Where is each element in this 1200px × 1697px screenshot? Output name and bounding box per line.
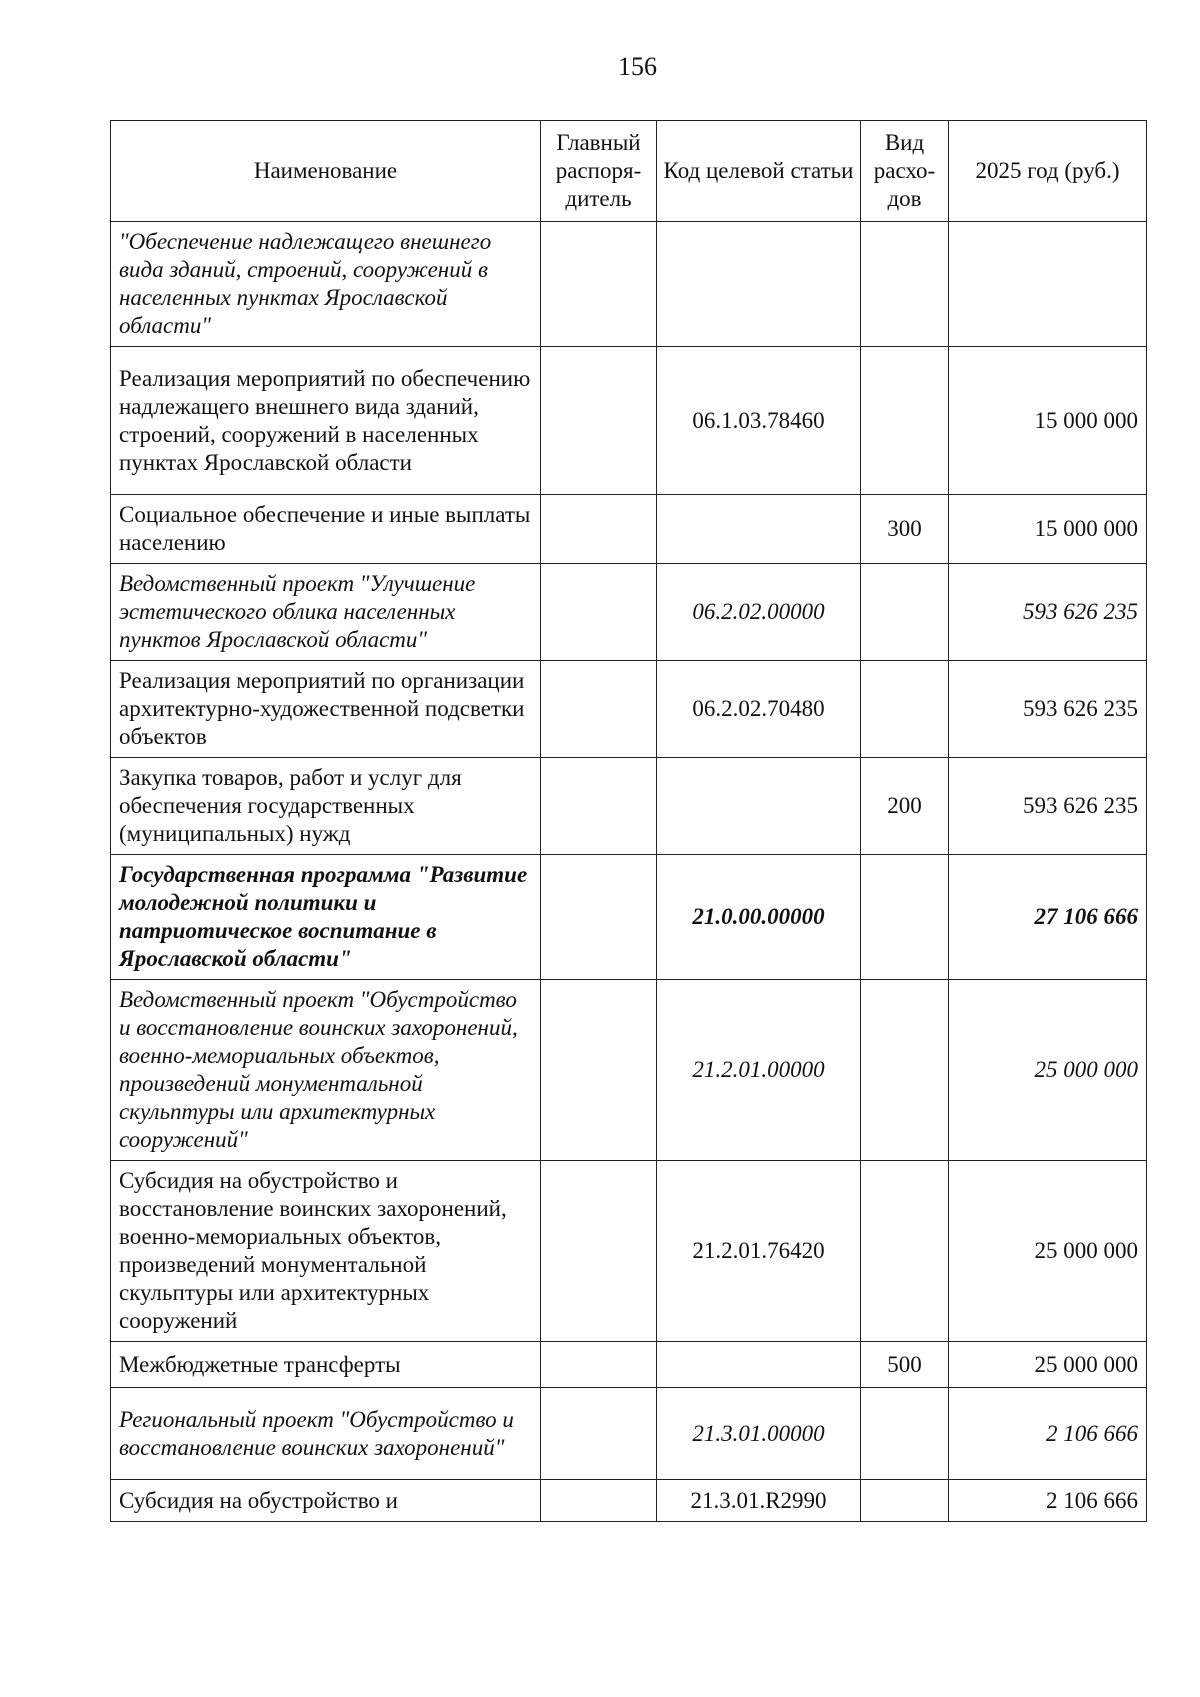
table-row [111, 347, 1147, 495]
manager-cell [541, 347, 657, 495]
expense-type-cell [861, 855, 949, 980]
manager-cell [541, 495, 657, 564]
name-cell: Реализация мероприятий по обеспечению надлежащего внешнего вида зданий, строений, сооружений в населенных пунктах Ярославской области [111, 347, 541, 495]
header-manager: Главный распоря-дитель [541, 121, 657, 222]
amount-cell: 25 000 000 [949, 1161, 1147, 1342]
name-cell: Социальное обеспечение и иные выплаты населению [111, 495, 541, 564]
amount-cell: 25 000 000 [949, 1342, 1147, 1388]
manager-cell [541, 1161, 657, 1342]
expense-type-cell [861, 1480, 949, 1522]
table-row [111, 1480, 1147, 1522]
table-row [111, 980, 1147, 1161]
code-cell: 21.3.01.R2990 [657, 1480, 861, 1522]
name-cell: Государственная программа "Развитие молодежной политики и патриотическое воспитание в Ярославской области" [111, 855, 541, 980]
amount-cell: 593 626 235 [949, 661, 1147, 758]
code-cell [657, 222, 861, 347]
amount-cell [949, 222, 1147, 347]
expense-type-cell: 500 [861, 1342, 949, 1388]
expense-type-cell [861, 1388, 949, 1480]
manager-cell [541, 222, 657, 347]
name-cell: Региональный проект "Обустройство и восстановление воинских захоронений" [111, 1388, 541, 1480]
budget-table [110, 120, 1147, 1522]
manager-cell [541, 758, 657, 855]
code-cell: 21.2.01.00000 [657, 980, 861, 1161]
table-row [111, 855, 1147, 980]
header-name: Наименование [111, 121, 541, 222]
table-row [111, 564, 1147, 661]
amount-cell: 27 106 666 [949, 855, 1147, 980]
header-expense-type: Вид расхо-дов [861, 121, 949, 222]
amount-cell: 15 000 000 [949, 495, 1147, 564]
code-cell: 21.2.01.76420 [657, 1161, 861, 1342]
name-cell: Субсидия на обустройство и [111, 1480, 541, 1522]
table-row [111, 495, 1147, 564]
expense-type-cell [861, 661, 949, 758]
table-row [111, 758, 1147, 855]
code-cell: 21.3.01.00000 [657, 1388, 861, 1480]
expense-type-cell [861, 980, 949, 1161]
expense-type-cell [861, 347, 949, 495]
name-cell: Реализация мероприятий по организации архитектурно-художественной подсветки объектов [111, 661, 541, 758]
header-amount: 2025 год (руб.) [949, 121, 1147, 222]
expense-type-cell [861, 564, 949, 661]
table-row [111, 1388, 1147, 1480]
code-cell: 06.2.02.00000 [657, 564, 861, 661]
table-row [111, 661, 1147, 758]
amount-cell: 593 626 235 [949, 564, 1147, 661]
code-cell [657, 1342, 861, 1388]
header-code: Код целевой статьи [657, 121, 861, 222]
name-cell: Межбюджетные трансферты [111, 1342, 541, 1388]
manager-cell [541, 661, 657, 758]
manager-cell [541, 855, 657, 980]
amount-cell: 25 000 000 [949, 980, 1147, 1161]
name-cell: Ведомственный проект "Обустройство и восстановление воинских захоронений, военно-мемориальных объектов, произведений монументальной скульптуры или архитектурных сооружений" [111, 980, 541, 1161]
amount-cell: 2 106 666 [949, 1480, 1147, 1522]
amount-cell: 593 626 235 [949, 758, 1147, 855]
expense-type-cell [861, 1161, 949, 1342]
name-cell: Ведомственный проект "Улучшение эстетического облика населенных пунктов Ярославской области" [111, 564, 541, 661]
expense-type-cell [861, 222, 949, 347]
table-row [111, 1342, 1147, 1388]
page-number: 156 [618, 52, 657, 81]
amount-cell: 2 106 666 [949, 1388, 1147, 1480]
amount-cell: 15 000 000 [949, 347, 1147, 495]
manager-cell [541, 1342, 657, 1388]
manager-cell [541, 564, 657, 661]
manager-cell [541, 1388, 657, 1480]
code-cell [657, 758, 861, 855]
name-cell: Закупка товаров, работ и услуг для обеспечения государственных (муниципальных) нужд [111, 758, 541, 855]
expense-type-cell: 300 [861, 495, 949, 564]
table-row [111, 1161, 1147, 1342]
table-header-row [111, 121, 1147, 222]
manager-cell [541, 1480, 657, 1522]
code-cell: 06.1.03.78460 [657, 347, 861, 495]
code-cell: 21.0.00.00000 [657, 855, 861, 980]
code-cell: 06.2.02.70480 [657, 661, 861, 758]
expense-type-cell: 200 [861, 758, 949, 855]
manager-cell [541, 980, 657, 1161]
code-cell [657, 495, 861, 564]
name-cell: Субсидия на обустройство и восстановление воинских захоронений, военно-мемориальных объектов, произведений монументальной скульптуры или архитектурных сооружений [111, 1161, 541, 1342]
name-cell: "Обеспечение надлежащего внешнего вида зданий, строений, сооружений в населенных пунктах Ярославской области" [111, 222, 541, 347]
table-row [111, 222, 1147, 347]
